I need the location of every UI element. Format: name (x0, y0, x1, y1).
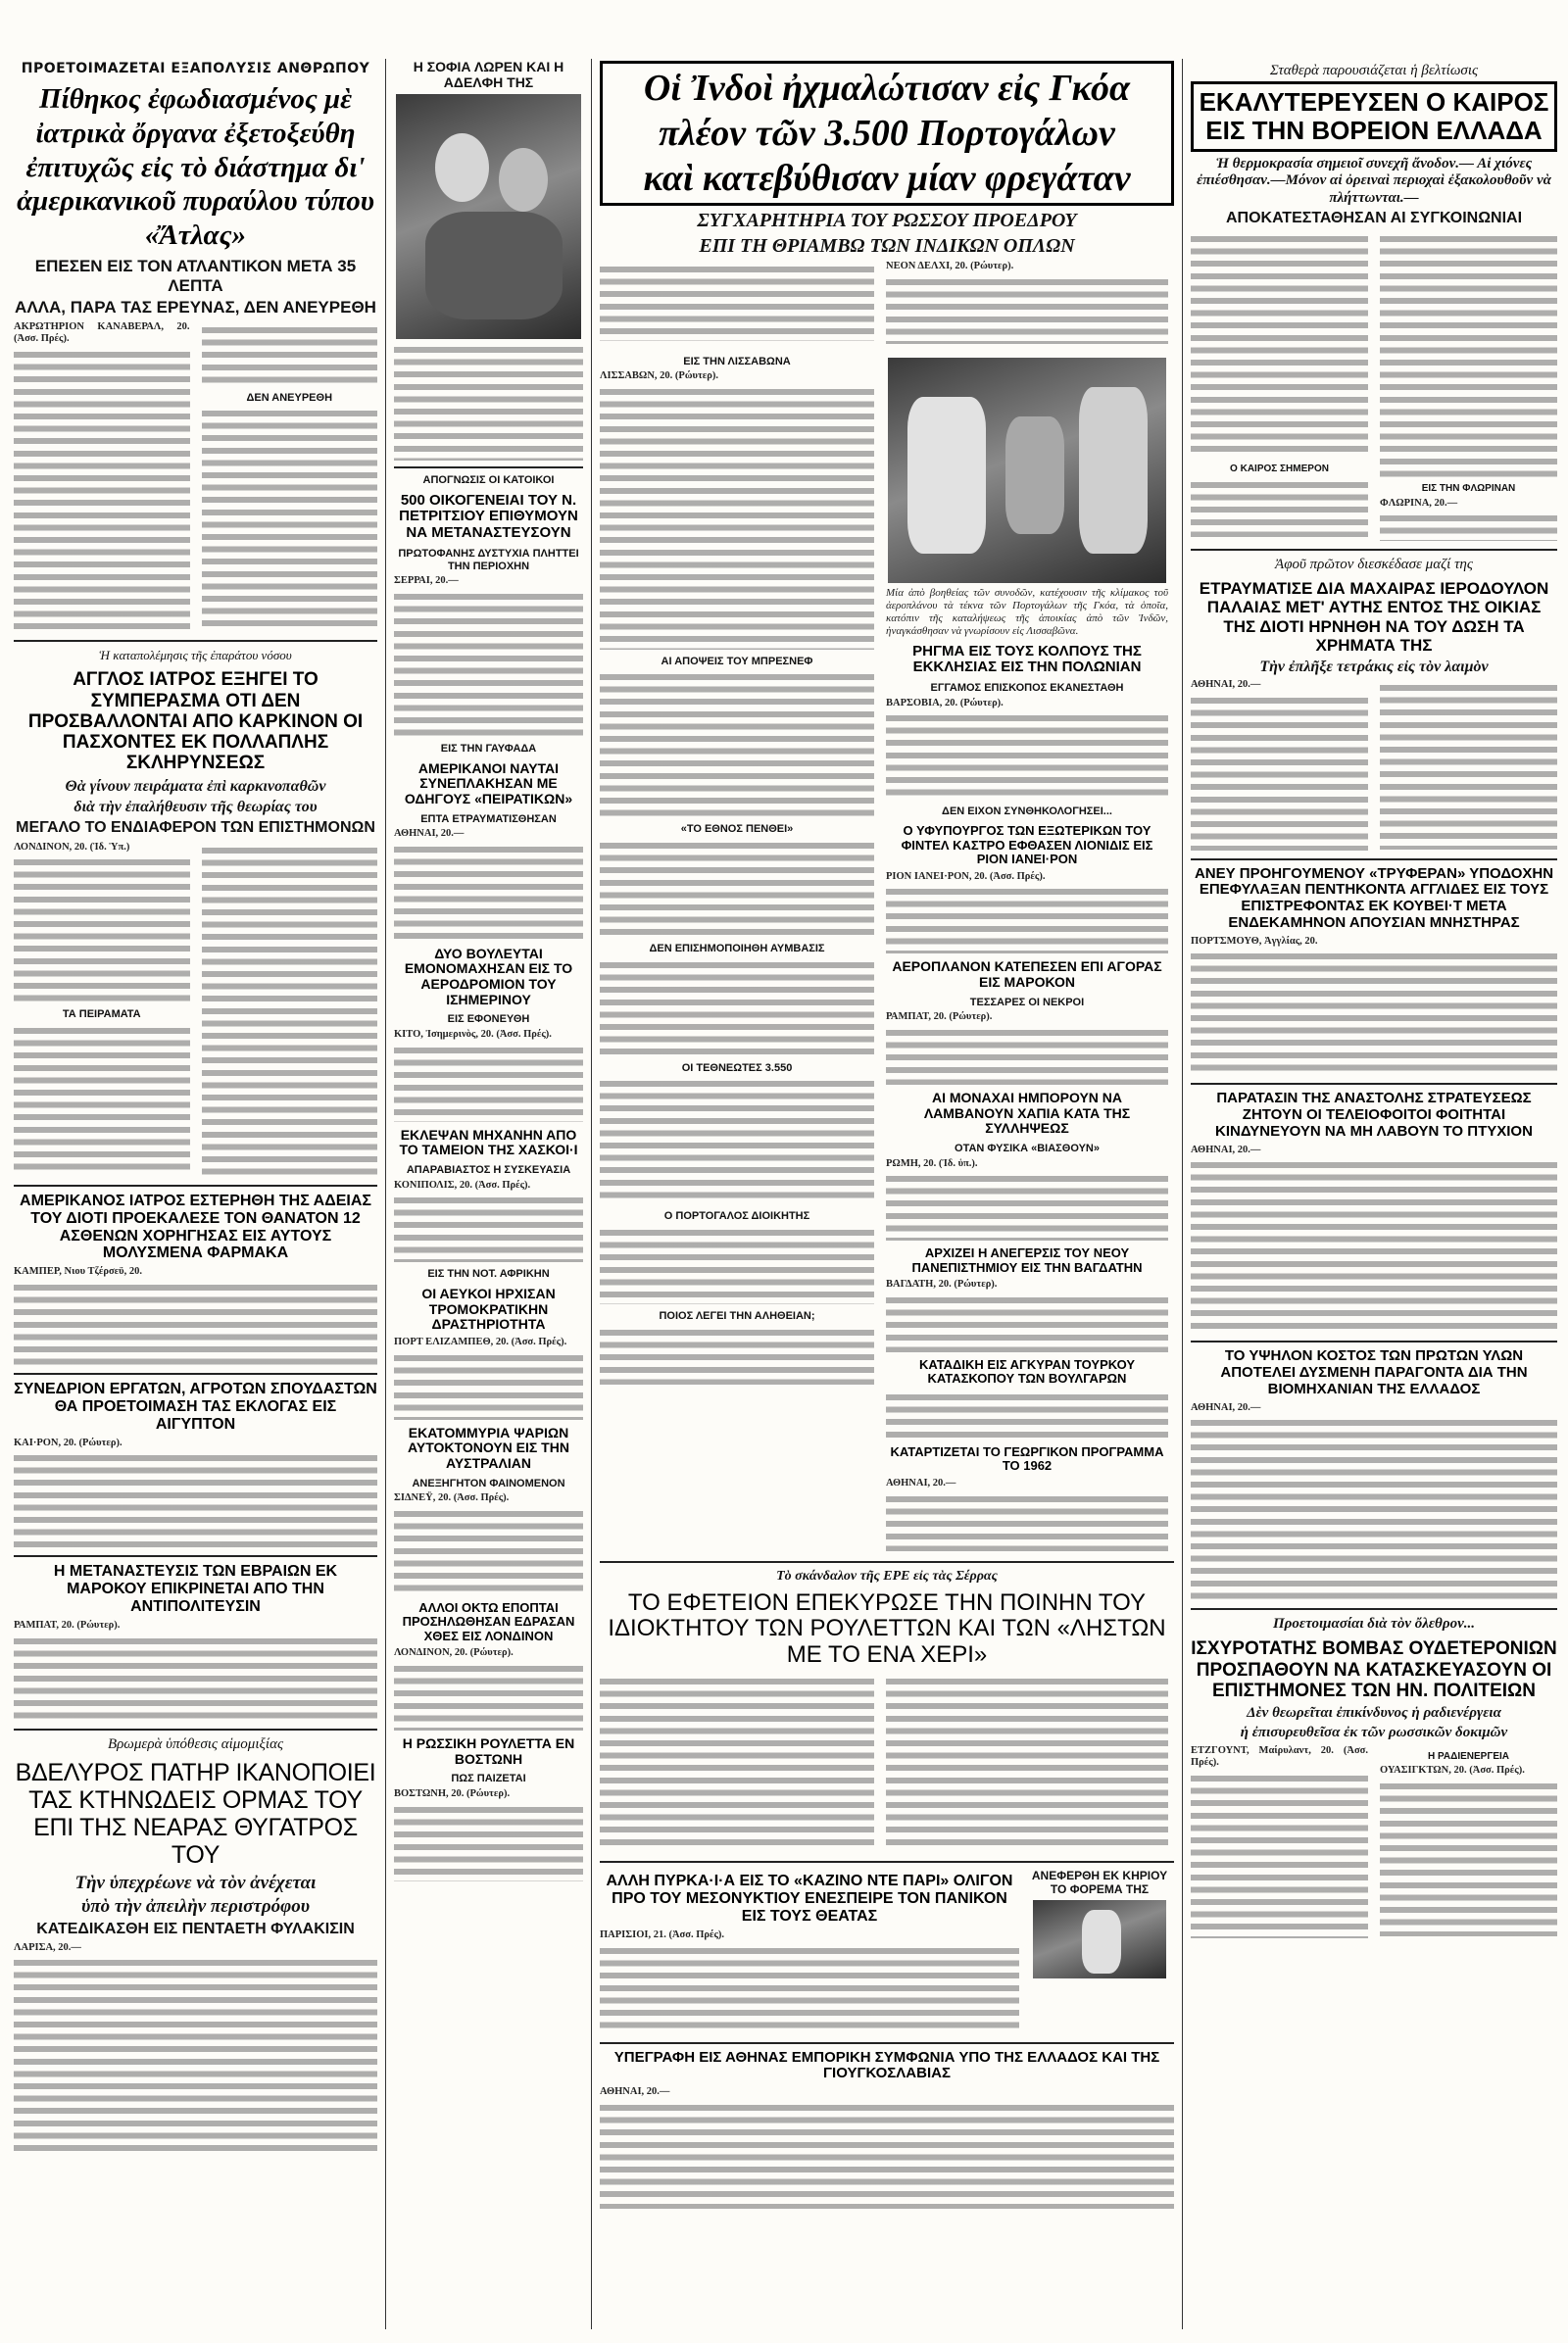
article-text-block (1191, 1772, 1368, 1938)
headline-agriculture: ΚΑΤΑΡΤΙΖΕΤΑΙ ΤΟ ΓΕΩΡΓΙΚΟΝ ΠΡΟΓΡΑΜΜΑ ΤΟ 1962 (890, 1443, 1164, 1474)
headline-poland: ΡΗΓΜΑ ΕΙΣ ΤΟΥΣ ΚΟΛΠΟΥΣ ΤΗΣ ΕΚΚΛΗΣΙΑΣ ΕΙΣ ΤΗΝ ΠΟΛΩΝΙΑΝ (912, 642, 1142, 676)
divider (394, 466, 583, 468)
figure-shape (1005, 416, 1064, 534)
article-text-block (600, 263, 874, 341)
divider (600, 2042, 1174, 2044)
section-label: ΔΕΝ ΕΠΙΣΗΜΟΠΟΙΗΘΗ ΑΥΜΒΑΣΙΣ (649, 943, 825, 955)
headline-baghdad: ΑΡΧΙΖΕΙ Η ΑΝΕΓΕΡΣΙΣ ΤΟΥ ΝΕΟΥ ΠΑΝΕΠΙΣΤΗΜΙΟΥ ΕΙΣ ΤΗΝ ΒΑΓΔΑΤΗΝ (911, 1245, 1143, 1275)
section-label: ΕΙΣ ΤΗΝ ΦΛΩΡΙΝΑΝ (1421, 483, 1516, 495)
article-text-block (1380, 512, 1557, 541)
article-text-block (394, 1662, 583, 1731)
article-text-block (14, 1956, 377, 2152)
article-text-block (1380, 1780, 1557, 1936)
headline-fish: ΕΚΑΤΟΜΜΥΡΙΑ ΨΑΡΙΩΝ ΑΥΤΟΚΤΟΝΟΥΝ ΕΙΣ ΤΗΝ ΑΥΣΤΡΑΛΙΑΝ (408, 1424, 569, 1471)
headline-plane: ΑΕΡΟΠΛΑΝΟΝ ΚΑΤΕΠΕΣΕΝ ΕΠΙ ΑΓΟΡΑΣ ΕΙΣ ΜΑΡΟΚΟΝ (892, 958, 1162, 990)
article-body: ΡΩΜΗ, 20. (Ἰδ. ὑπ.). (886, 1157, 978, 1169)
figure-shape (1082, 1910, 1121, 1974)
article-text-block (394, 843, 583, 941)
article-body: ΒΑΡΣΟΒΙΑ, 20. (Ρώυτερ). (886, 697, 1004, 708)
divider (1191, 858, 1557, 860)
headline-monkey: Πίθηκος ἐφωδιασμένος μὲ ἰατρικὰ ὄργανα ἐξετοξεύθη ἐπιτυχῶς εἰς τὸ διάστημα δι' ἀμερικανικοῦ πυραύλου τύπου «Ἄτλας» (17, 83, 374, 252)
subhead: ΤΕΣΣΑΡΕΣ ΟΙ ΝΕΚΡΟΙ (969, 996, 1085, 1008)
article-body: ΒΟΣΤΩΝΗ, 20. (Ρώυτερ). (394, 1788, 511, 1800)
article-body: ΑΘΗΝΑΙ, 20.— (1191, 678, 1261, 690)
article-text-block (14, 1451, 377, 1549)
divider (1191, 1608, 1557, 1610)
article-body: ΚΟΝΙΠΟΛΙΣ, 20. (Ἀσσ. Πρές). (394, 1179, 531, 1191)
kicker: Σταθερὰ παρουσιάζεται ἡ βελτίωσις (1269, 63, 1479, 78)
article-text-block (202, 407, 378, 632)
headline-navy: ΑΜΕΡΙΚΑΝΟΙ ΝΑΥΤΑΙ ΣΥΝΕΠΛΑΚΗΣΑΝ ΜΕ ΟΔΗΓΟΥΣ «ΠΕΙΡΑΤΙΚΩΝ» (404, 759, 573, 806)
article-text-block (394, 1044, 583, 1122)
article-text-block (600, 1326, 874, 1385)
section-label: ΔΕΝ ΑΝΕΥΡΕΘΗ (246, 391, 333, 404)
article-text-block (394, 1507, 583, 1595)
section-label: Ο ΚΑΙΡΟΣ ΣΗΜΕΡΟΝ (1230, 464, 1329, 475)
divider (1191, 1083, 1557, 1085)
article-text-block (1191, 232, 1368, 458)
article-text-block (14, 1635, 377, 1723)
article-body: ΚΑΙ·ΡΟΝ, 20. (Ρώυτερ). (14, 1437, 122, 1448)
section-label: ΑΙ ΑΠΟΨΕΙΣ ΤΟΥ ΜΠΡΕΣΝΕΦ (661, 655, 813, 667)
subhead: Θὰ γίνουν πειράματα ἐπὶ καρκινοπαθῶν (65, 777, 326, 795)
subhead: ΣΥΓΧΑΡΗΤΗΡΙΑ ΤΟΥ ΡΩΣΣΟΥ ΠΡΟΕΔΡΟΥ (697, 210, 1077, 231)
headline-neutron-bomb: ΙΣΧΥΡΟΤΑΤΗΣ ΒΟΜΒΑΣ ΟΥΔΕΤΕΡΟΝΙΩΝ ΠΡΟΣΠΑΘΟΥΝ ΝΑ ΚΑΤΑΣΚΕΥΑΣΟΥΝ ΟΙ ΕΠΙΣΤΗΜΟΝΕΣ ΤΩΝ ΗΝ. ΠΟΛΙΤΕΙΩΝ (1191, 1638, 1557, 1701)
article-text-block (394, 1803, 583, 1881)
photo-caption: Η ΣΟΦΙΑ ΛΩΡΕΝ ΚΑΙ Η ΑΔΕΛΦΗ ΤΗΣ (413, 59, 564, 90)
article-body: ΒΑΓΔΑΤΗ, 20. (Ρώυτερ). (886, 1279, 998, 1291)
article-text-block (14, 1024, 190, 1171)
article-text-block (1191, 694, 1368, 851)
kicker: ΠΡΟΕΤΟΙΜΑΖΕΤΑΙ ΕΞΑΠΟΛΥΣΙΣ ΑΝΘΡΩΠΟΥ (21, 61, 370, 76)
headline-roulette: Η ΡΩΣΣΙΚΗ ΡΟΥΛΕΤΤΑ ΕΝ ΒΟΣΤΩΝΗ (402, 1735, 575, 1767)
headline-kuwait: ΑΝΕΥ ΠΡΟΗΓΟΥΜΕΝΟΥ «ΤΡΥΦΕΡΑΝ» ΥΠΟΔΟΧΗΝ ΕΠΕΦΥΛΑΞΑΝ ΠΕΝΤΗΚΟΝΤΑ ΑΓΓΛΙΔΕΣ ΕΙΣ ΤΟΥΣ ΕΠΙΣΤΡΕΦΟΝΤΑΣ ΕΚ ΚΟΥΒΕΙ·Τ ΜΕΤΑ ΕΝΔΕΚΑΜΗΝΟΝ ΑΠΟΥΣΙΑΝ ΜΝΗΣΤΗΡΑΣ (1194, 864, 1554, 931)
article-body: ΕΤΖΓΟΥΝΤ, Μαίρυλαντ, 20. (Ἀσσ. Πρές). (1191, 1744, 1368, 1769)
subhead: ΚΑΤΕΔΙΚΑΣΘΗ ΕΙΣ ΠΕΝΤΑΕΤΗ ΦΥΛΑΚΙΣΙΝ (36, 1921, 355, 1938)
figure-shape (1079, 387, 1148, 554)
article-text-block (14, 855, 190, 1002)
subhead: ΟΤΑΝ ΦΥΣΙΚΑ «ΒΙΑΣΘΟΥΝ» (955, 1142, 1100, 1154)
article-body: ΡΙΟΝ ΙΑΝΕΙ·ΡΟΝ, 20. (Ἀσσ. Πρές). (886, 870, 1046, 882)
article-body: ΑΘΗΝΑΙ, 20.— (886, 1478, 956, 1489)
article-body: ΣΙΔΝΕΫ, 20. (Ἀσσ. Πρές). (394, 1492, 510, 1504)
section-label: ΠΟΙΟΣ ΛΕΓΕΙ ΤΗΝ ΑΛΗΘΕΙΑΝ; (659, 1310, 815, 1323)
headline-nuns: ΑΙ ΜΟΝΑΧΑΙ ΗΜΠΟΡΟΥΝ ΝΑ ΛΑΜΒΑΝΟΥΝ ΧΑΠΙΑ ΚΑΤΑ ΤΗΣ ΣΥΛΛΗΨΕΩΣ (923, 1089, 1131, 1137)
kicker: Ἡ καταπολέμησις τῆς ἐπαράτου νόσου (99, 648, 292, 663)
section-label: ΕΙΣ ΤΗΝ ΛΙΣΣΑΒΩΝΑ (683, 355, 791, 367)
headline-casino: ΑΛΛΗ ΠΥΡΚΑ·Ι·Α ΕΙΣ ΤΟ «ΚΑΖΙΝΟ ΝΤΕ ΠΑΡΙ» ΟΛΙΓΟΝ ΠΡΟ ΤΟΥ ΜΕΣΟΝΥΚΤΙΟΥ ΕΝΕΣΠΕΙΡΕ ΤΟΝ ΠΑΝΙΚΟΝ ΕΙΣ ΤΟΥΣ ΘΕΑΤΑΣ (606, 1873, 1013, 1926)
column-rule (591, 59, 592, 2329)
article-text-block (1191, 950, 1557, 1077)
section-label: ΕΙΣ ΤΗΝ ΝΟΤ. ΑΦΡΙΚΗΝ (427, 1268, 550, 1281)
article-text-block (600, 1226, 874, 1304)
article-text-block (600, 1944, 1019, 2032)
article-text-block (886, 1492, 1168, 1551)
article-text-block (600, 670, 874, 817)
headline-raw-materials: ΤΟ ΥΨΗΛΟΝ ΚΟΣΤΟΣ ΤΩΝ ΠΡΩΤΩΝ ΥΛΩΝ ΑΠΟΤΕΛΕΙ ΔΥΣΜΕΝΗ ΠΑΡΑΓΟΝΤΑ ΔΙΑ ΤΗΝ ΒΙΟΜΗΧΑΝΙΑΝ ΤΗΣ ΕΛΛΑΔΟΣ (1220, 1347, 1528, 1397)
face-shape (499, 148, 548, 212)
headline-stores: ΑΛΛΟΙ ΟΚΤΩ ΕΠΟΠΤΑΙ ΠΡΟΣΗΛΩΘΗΣΑΝ ΕΔΡΑΣΑΝ ΧΘΕΣ ΕΙΣ ΛΟΝΔΙΝΟΝ (402, 1599, 575, 1643)
section-label: Η ΡΑΔΙΕΝΕΡΓΕΙΑ (1427, 1750, 1510, 1762)
divider (14, 1373, 377, 1375)
article-text-block (886, 275, 1168, 344)
article-body: ΠΟΡΤ ΕΛΙΖΑΜΠΕΘ, 20. (Ἀσσ. Πρές). (394, 1336, 567, 1347)
article-text-block (886, 1172, 1168, 1241)
subhead: ΑΠΟΚΑΤΕΣΤΑΘΗΣΑΝ ΑΙ ΣΥΓΚΟΙΝΩΝΙΑΙ (1225, 209, 1523, 226)
article-body: ΑΚΡΩΤΗΡΙΟΝ ΚΑΝΑΒΕΡΑΛ, 20. (Ἀσσ. Πρές). (14, 320, 190, 345)
article-body: ΡΑΜΠΑΤ, 20. (Ρώυτερ). (886, 1011, 993, 1023)
column-rule (385, 59, 386, 2329)
section-label: «ΤΟ ΕΘΝΟΣ ΠΕΝΘΕΙ» (680, 823, 794, 836)
section-label: Ο ΠΟΡΤΟΓΑΛΟΣ ΔΙΟΙΚΗΤΗΣ (663, 1210, 810, 1223)
subhead: ΕΙΣ ΕΦΟΝΕΥΘΗ (447, 1013, 530, 1026)
article-text-block (202, 323, 378, 386)
divider (14, 1729, 377, 1731)
headline-american-doctor: ΑΜΕΡΙΚΑΝΟΣ ΙΑΤΡΟΣ ΕΣΤΕΡΗΘΗ ΤΗΣ ΑΔΕΙΑΣ ΤΟΥ ΔΙΟΤΙ ΠΡΟΕΚΑΛΕΣΕ ΤΟΝ ΘΑΝΑΤΟΝ 12 ΑΣΘΕΝΩΝ ΧΟΡΗΓΗΣΑΣ ΕΙΣ ΑΥΤΟΥΣ ΜΟΛΥΣΜΕΝΑ ΦΑΡΜΑΚΑ (20, 1192, 371, 1262)
article-text-block (886, 1026, 1168, 1085)
article-body: ΚΑΜΠΕΡ, Νιου Τζέρσεϋ, 20. (14, 1266, 142, 1278)
divider (600, 1561, 1174, 1563)
article-body: ΠΟΡΤΣΜΟΥΘ, Ἀγγλίας, 20. (1191, 935, 1318, 947)
article-body: ΑΘΗΝΑΙ, 20.— (600, 2086, 670, 2098)
subhead: Τὴν ὑπεχρέωνε νὰ τὸν ἀνέχεται (74, 1872, 317, 1893)
section-label: ΔΕΝ ΕΙΧΟΝ ΣΥΝΘΗΚΟΛΟΓΗΣΕΙ... (942, 805, 1112, 818)
section-label: ΟΙ ΤΕΘΝΕΩΤΕΣ 3.550 (681, 1061, 793, 1074)
photo-caption: Μία ἀπὸ βοηθείας τῶν συνοδῶν, κατέχουσιν τῆς κλίμακος τοῦ ἀεροπλάνου τὰ τέκνα τῶν Πορτογάλων τῆς Γκόα, τὰ ὁποῖα, κατόπιν τῆς καταλήψεως τῆς ἀποικίας ἀπὸ τῶν Ἰνδῶν, ἠναγκάσθησαν νὰ γνωρίσουν εἰς Λισσαβῶνα. (886, 586, 1168, 637)
headline-machine: ΕΚΛΕΨΑΝ ΜΗΧΑΝΗΝ ΑΠΟ ΤΟ ΤΑΜΕΙΟΝ ΤΗΣ ΧΑΣΚΟΙ·Ι (399, 1126, 578, 1158)
headline-stabbing: ΕΤΡΑΥΜΑΤΙΣΕ ΔΙΑ ΜΑΧΑΙΡΑΣ ΙΕΡΟΔΟΥΛΟΝ ΠΑΛΑΙΑΣ ΜΕΤ' ΑΥΤΗΣ ΕΝΤΟΣ ΤΗΣ ΟΙΚΙΑΣ ΤΗΣ ΔΙΟΤΙ ΗΡΝΗΘΗ ΝΑ ΤΟΥ ΔΩΣΗ ΤΑ ΧΡΗΜΑΤΑ ΤΗΣ (1199, 579, 1549, 655)
subhead: ΕΠΤΑ ΕΤΡΑΥΜΑΤΙΣΘΗΣΑΝ (420, 812, 557, 825)
headline-egypt: ΣΥΝΕΔΡΙΟΝ ΕΡΓΑΤΩΝ, ΑΓΡΟΤΩΝ ΣΠΟΥΔΑΣΤΩΝ ΘΑ ΠΡΟΕΤΟΙΜΑΣΗ ΤΑΣ ΕΚΛΟΓΑΣ ΕΙΣ ΑΙΓΥΠΤΟΝ (14, 1380, 377, 1433)
article-text-block (394, 1351, 583, 1420)
column-5 (1185, 57, 1563, 2329)
article-text-block (886, 711, 1168, 800)
photo-caption: ΑΝΕΦΕΡΘΗ ΕΚ ΚΗΡΙΟΥ ΤΟ ΦΟΡΕΜΑ ΤΗΣ (1031, 1869, 1168, 1897)
kicker: Βρωμερὰ ὑπόθεσις αἱμομιξίας (107, 1735, 284, 1752)
subhead: ΕΠΙ ΤΗ ΘΡΙΑΜΒΩ ΤΩΝ ΙΝΔΙΚΩΝ ΟΠΛΩΝ (699, 235, 1075, 257)
headline-ankara: ΚΑΤΑΔΙΚΗ ΕΙΣ ΑΓΚΥΡΑΝ ΤΟΥΡΚΟΥ ΚΑΤΑΣΚΟΠΟΥ ΤΩΝ ΒΟΥΛΓΑΡΩΝ (919, 1356, 1135, 1387)
headline-brazil: Ο ΥΦΥΠΟΥΡΓΟΣ ΤΩΝ ΕΞΩΤΕΡΙΚΩΝ ΤΟΥ ΦΙΝΤΕΛ ΚΑΣΤΡΟ ΕΦΘΑΣΕΝ ΛΙΟΝΙΔΙΣ ΕΙΣ ΡΙΟΝ ΙΑΝΕΙ·ΡΟΝ (901, 823, 1153, 867)
article-text-block (600, 2101, 1174, 2209)
subhead: ΕΠΕΣΕΝ ΕΙΣ ΤΟΝ ΑΤΛΑΝΤΙΚΟΝ ΜΕΤΑ 35 ΛΕΠΤΑ (34, 256, 357, 295)
center-columns (594, 57, 1180, 2329)
headline-morocco: Η ΜΕΤΑΝΑΣΤΕΥΣΙΣ ΤΩΝ ΕΒΡΑΙΩΝ ΕΚ ΜΑΡΟΚΟΥ ΕΠΙΚΡΙΝΕΤΑΙ ΑΠΟ ΤΗΝ ΑΝΤΙΠΟΛΙΤΕΥΣΙΝ (53, 1563, 338, 1616)
headline-deputies: ΔΥΟ ΒΟΥΛΕΥΤΑΙ ΕΜΟΝΟΜΑΧΗΣΑΝ ΕΙΣ ΤΟ ΑΕΡΟΔΡΟΜΙΟΝ ΤΟΥ ΙΣΗΜΕΡΙΝΟΥ (404, 945, 573, 1007)
subhead: ΑΝΕΞΗΓΗΤΟΝ ΦΑΙΝΟΜΕΝΟΝ (412, 1477, 565, 1489)
article-body: ΚΙΤΟ, Ἰσημερινὸς, 20. (Ἀσσ. Πρές). (394, 1029, 552, 1041)
article-text-block (600, 958, 874, 1056)
headline-africa: ΟΙ ΑΕΥΚΟΙ ΗΡΧΙΣΑΝ ΤΡΟΜΟΚΡΑΤΙΚΗΝ ΔΡΑΣΤΗΡΙΟΤΗΤΑ (421, 1285, 556, 1333)
article-text-block (202, 844, 378, 1177)
divider (1191, 549, 1557, 551)
article-body: ΠΑΡΙΣΙΟΙ, 21. (Ἀσσ. Πρές). (600, 1928, 725, 1940)
section-label: ΕΙΣ ΤΗΝ ΓΑΥΦΑΔΑ (440, 742, 537, 755)
subhead: ΠΩΣ ΠΑΙΖΕΤΑΙ (451, 1773, 526, 1785)
headline-weather: ΕΚΑΛΥΤΕΡΕΥΣΕΝ Ο ΚΑΙΡΟΣ ΕΙΣ ΤΗΝ ΒΟΡΕΙΟΝ ΕΛΛΑΔΑ (1199, 87, 1549, 146)
article-body: ΛΙΣΣΑΒΩΝ, 20. (Ρώυτερ). (600, 370, 719, 382)
headline-students: ΠΑΡΑΤΑΣΙΝ ΤΗΣ ΑΝΑΣΤΟΛΗΣ ΣΤΡΑΤΕΥΣΕΩΣ ΖΗΤΟΥΝ ΟΙ ΤΕΛΕΙΟΦΟΙΤΟΙ ΦΟΙΤΗΤΑΙ ΚΙΝΔΥΝΕΥΟΥΝ ΝΑ ΜΗ ΛΑΒΟΥΝ ΤΟ ΠΤΥΧΙΟΝ (1215, 1090, 1533, 1140)
headline-goa-line1: Οἱ Ἰνδοὶ ἠχμαλώτισαν εἰς Γκόα (643, 68, 1131, 109)
divider (14, 1555, 377, 1557)
article-text-block (1191, 1416, 1557, 1602)
headline-goa-line3: καὶ κατεβύθισαν μίαν φρεγάταν (643, 158, 1131, 199)
subhead: Τὴν ἐπλῆξε τετράκις εἰς τὸν λαιμὸν (1259, 658, 1489, 675)
article-text-block (14, 1281, 377, 1367)
section-label: ΤΑ ΠΕΙΡΑΜΑΤΑ (62, 1008, 141, 1021)
photo-dress (1033, 1900, 1166, 1978)
headline-cancer: ΑΓΓΛΟΣ ΙΑΤΡΟΣ ΕΞΗΓΕΙ ΤΟ ΣΥΜΠΕΡΑΣΜΑ ΟΤΙ ΔΕΝ ΠΡΟΣΒΑΛΛΟΝΤΑΙ ΑΠΟ ΚΑΡΚΙΝΟΝ ΟΙ ΠΑΣΧΟΝΤΕΣ ΕΚ ΠΟΛΛΑΠΛΗΣ ΣΚΛΗΡΥΝΣΕΩΣ (27, 669, 364, 774)
photo-goa-children (888, 358, 1166, 583)
subhead: ΠΡΩΤΟΦΑΝΗΣ ΔΥΣΤΥΧΙΑ ΠΛΗΤΤΕΙ ΤΗΝ ΠΕΡΙΟΧΗΝ (398, 548, 579, 572)
kicker: Προετοιμασίαι διὰ τὸν ὄλεθρον... (1273, 1616, 1475, 1633)
article-text-block (600, 1675, 874, 1851)
divider (14, 1185, 377, 1187)
article-body: ΑΘΗΝΑΙ, 20.— (394, 828, 465, 840)
article-text-block (1191, 478, 1368, 537)
face-shape (435, 133, 489, 202)
headline-migrants: 500 ΟΙΚΟΓΕΝΕΙΑΙ ΤΟΥ Ν. ΠΕΤΡΙΤΣΙΟΥ ΕΠΙΘΥΜΟΥΝ ΝΑ ΜΕΤΑΝΑΣΤΕΥΣΟΥΝ (399, 491, 578, 542)
article-body: ΛΑΡΙΣΑ, 20.— (14, 1941, 81, 1953)
article-text-block (886, 885, 1168, 953)
article-text-block (1380, 232, 1557, 477)
divider (1191, 1341, 1557, 1342)
article-body: ΟΥΑΣΙΓΚΤΩΝ, 20. (Ἀσσ. Πρές). (1380, 1765, 1525, 1777)
figure-shape (907, 397, 986, 554)
kicker: Ἀφοῦ πρῶτον διεσκέδασε μαζί της (1275, 557, 1473, 573)
column-2 (388, 57, 589, 2329)
article-body: ΡΑΜΠΑΤ, 20. (Ρώυτερ). (14, 1620, 121, 1632)
article-body: ΛΟΝΔΙΝΟΝ, 20. (Ρώυτερ). (394, 1647, 514, 1659)
subhead: διὰ τὴν ἐπαλήθευσιν τῆς θεωρίας του (74, 798, 318, 815)
subhead: ΑΠΑΡΑΒΙΑΣΤΟΣ Η ΣΥΣΚΕΥΑΣΙΑ (406, 1164, 571, 1177)
divider (14, 640, 377, 642)
article-text-block (600, 839, 874, 937)
subhead: ἡ ἐπισυρευθεῖσα ἐκ τῶν ρωσσικῶν δοκιμῶν (1240, 1725, 1508, 1741)
headline-crime: ΒΔΕΛΥΡΟΣ ΠΑΤΗΡ ΙΚΑΝΟΠΟΙΕΙ ΤΑΣ ΚΤΗΝΩΔΕΙΣ ΟΡΜΑΣ ΤΟΥ ΕΠΙ ΤΗΣ ΝΕΑΡΑΣ ΘΥΓΑΤΡΟΣ ΤΟΥ (15, 1758, 376, 1869)
headline-goa-line2: πλέον τῶν 3.500 Πορτογάλων (659, 113, 1115, 154)
article-body: ΑΘΗΝΑΙ, 20.— (1191, 1401, 1261, 1413)
body-shape (425, 212, 563, 319)
subhead: Ἡ θερμοκρασία σημειοῖ συνεχῆ ἄνοδον.— Αἱ χιόνες ἐπιέσθησαν.—Μόνον αἱ ὀρειναὶ περιοχαὶ ἐξακολουθοῦν νὰ πλήττωνται.— (1197, 156, 1551, 206)
headline-serres-scandal: ΤΟ ΕΦΕΤΕΙΟΝ ΕΠΕΚΥΡΩΣΕ ΤΗΝ ΠΟΙΝΗΝ ΤΟΥ ΙΔΙΟΚΤΗΤΟΥ ΤΩΝ ΡΟΥΛΕΤΤΩΝ ΚΑΙ ΤΩΝ «ΛΗΣΤΩΝ ΜΕ ΤΟ ΕΝΑ ΧΕΡΙ» (608, 1588, 1166, 1669)
article-text-block (600, 1077, 874, 1204)
subhead: ΑΛΛΑ, ΠΑΡΑ ΤΑΣ ΕΡΕΥΝΑΣ, ΔΕΝ ΑΝΕΥΡΕΘΗ (15, 298, 376, 317)
article-text-block (14, 348, 190, 632)
subhead: ΜΕΓΑΛΟ ΤΟ ΕΝΔΙΑΦΕΡΟΝ ΤΩΝ ΕΠΙΣΤΗΜΟΝΩΝ (16, 819, 375, 837)
article-body: ΝΕΟΝ ΔΕΛΧΙ, 20. (Ρώυτερ). (886, 261, 1014, 271)
article-text-block (1191, 1158, 1557, 1335)
main-headline-box (600, 61, 1174, 206)
article-text-block (886, 1294, 1168, 1352)
article-body: ΣΕΡΡΑΙ, 20.— (394, 575, 459, 587)
subhead: ΕΓΓΑΜΟΣ ΕΠΙΣΚΟΠΟΣ ΕΚΑΝΕΣΤΑΘΗ (930, 682, 1124, 695)
photo-loren-sisters (396, 94, 581, 339)
divider (600, 1861, 1174, 1863)
subhead: ὑπὸ τὴν ἀπειλὴν περιστρόφου (80, 1896, 311, 1918)
article-body: ΑΘΗΝΑΙ, 20.— (1191, 1144, 1261, 1155)
article-text-block (394, 1194, 583, 1262)
article-text-block (394, 343, 583, 461)
column-1 (8, 57, 383, 2329)
article-text-block (394, 590, 583, 737)
kicker: ΑΠΟΓΝΩΣΙΣ ΟΙ ΚΑΤΟΙΚΟΙ (422, 474, 555, 486)
kicker: Τὸ σκάνδαλον τῆς ΕΡΕ εἰς τὰς Σέρρας (776, 1568, 998, 1584)
article-text-block (886, 1391, 1168, 1440)
article-text-block (600, 385, 874, 650)
article-text-block (1380, 681, 1557, 850)
article-text-block (886, 1675, 1168, 1851)
article-body: ΛΟΝΔΙΝΟΝ, 20. (Ἰδ. Ὑπ.) (14, 841, 130, 853)
subhead: Δὲν θεωρεῖται ἐπικίνδυνος ἡ ραδιενέργεια (1247, 1705, 1501, 1722)
weather-headline-box (1191, 81, 1557, 152)
headline-trade: ΥΠΕΓΡΑΦΗ ΕΙΣ ΑΘΗΝΑΣ ΕΜΠΟΡΙΚΗ ΣΥΜΦΩΝΙΑ ΥΠΟ ΤΗΣ ΕΛΛΑΔΟΣ ΚΑΙ ΤΗΣ ΓΙΟΥΓΚΟΣΛΑΒΙΑΣ (613, 2048, 1160, 2082)
column-rule (1182, 59, 1183, 2329)
article-body: ΦΛΩΡΙΝΑ, 20.— (1380, 497, 1458, 509)
